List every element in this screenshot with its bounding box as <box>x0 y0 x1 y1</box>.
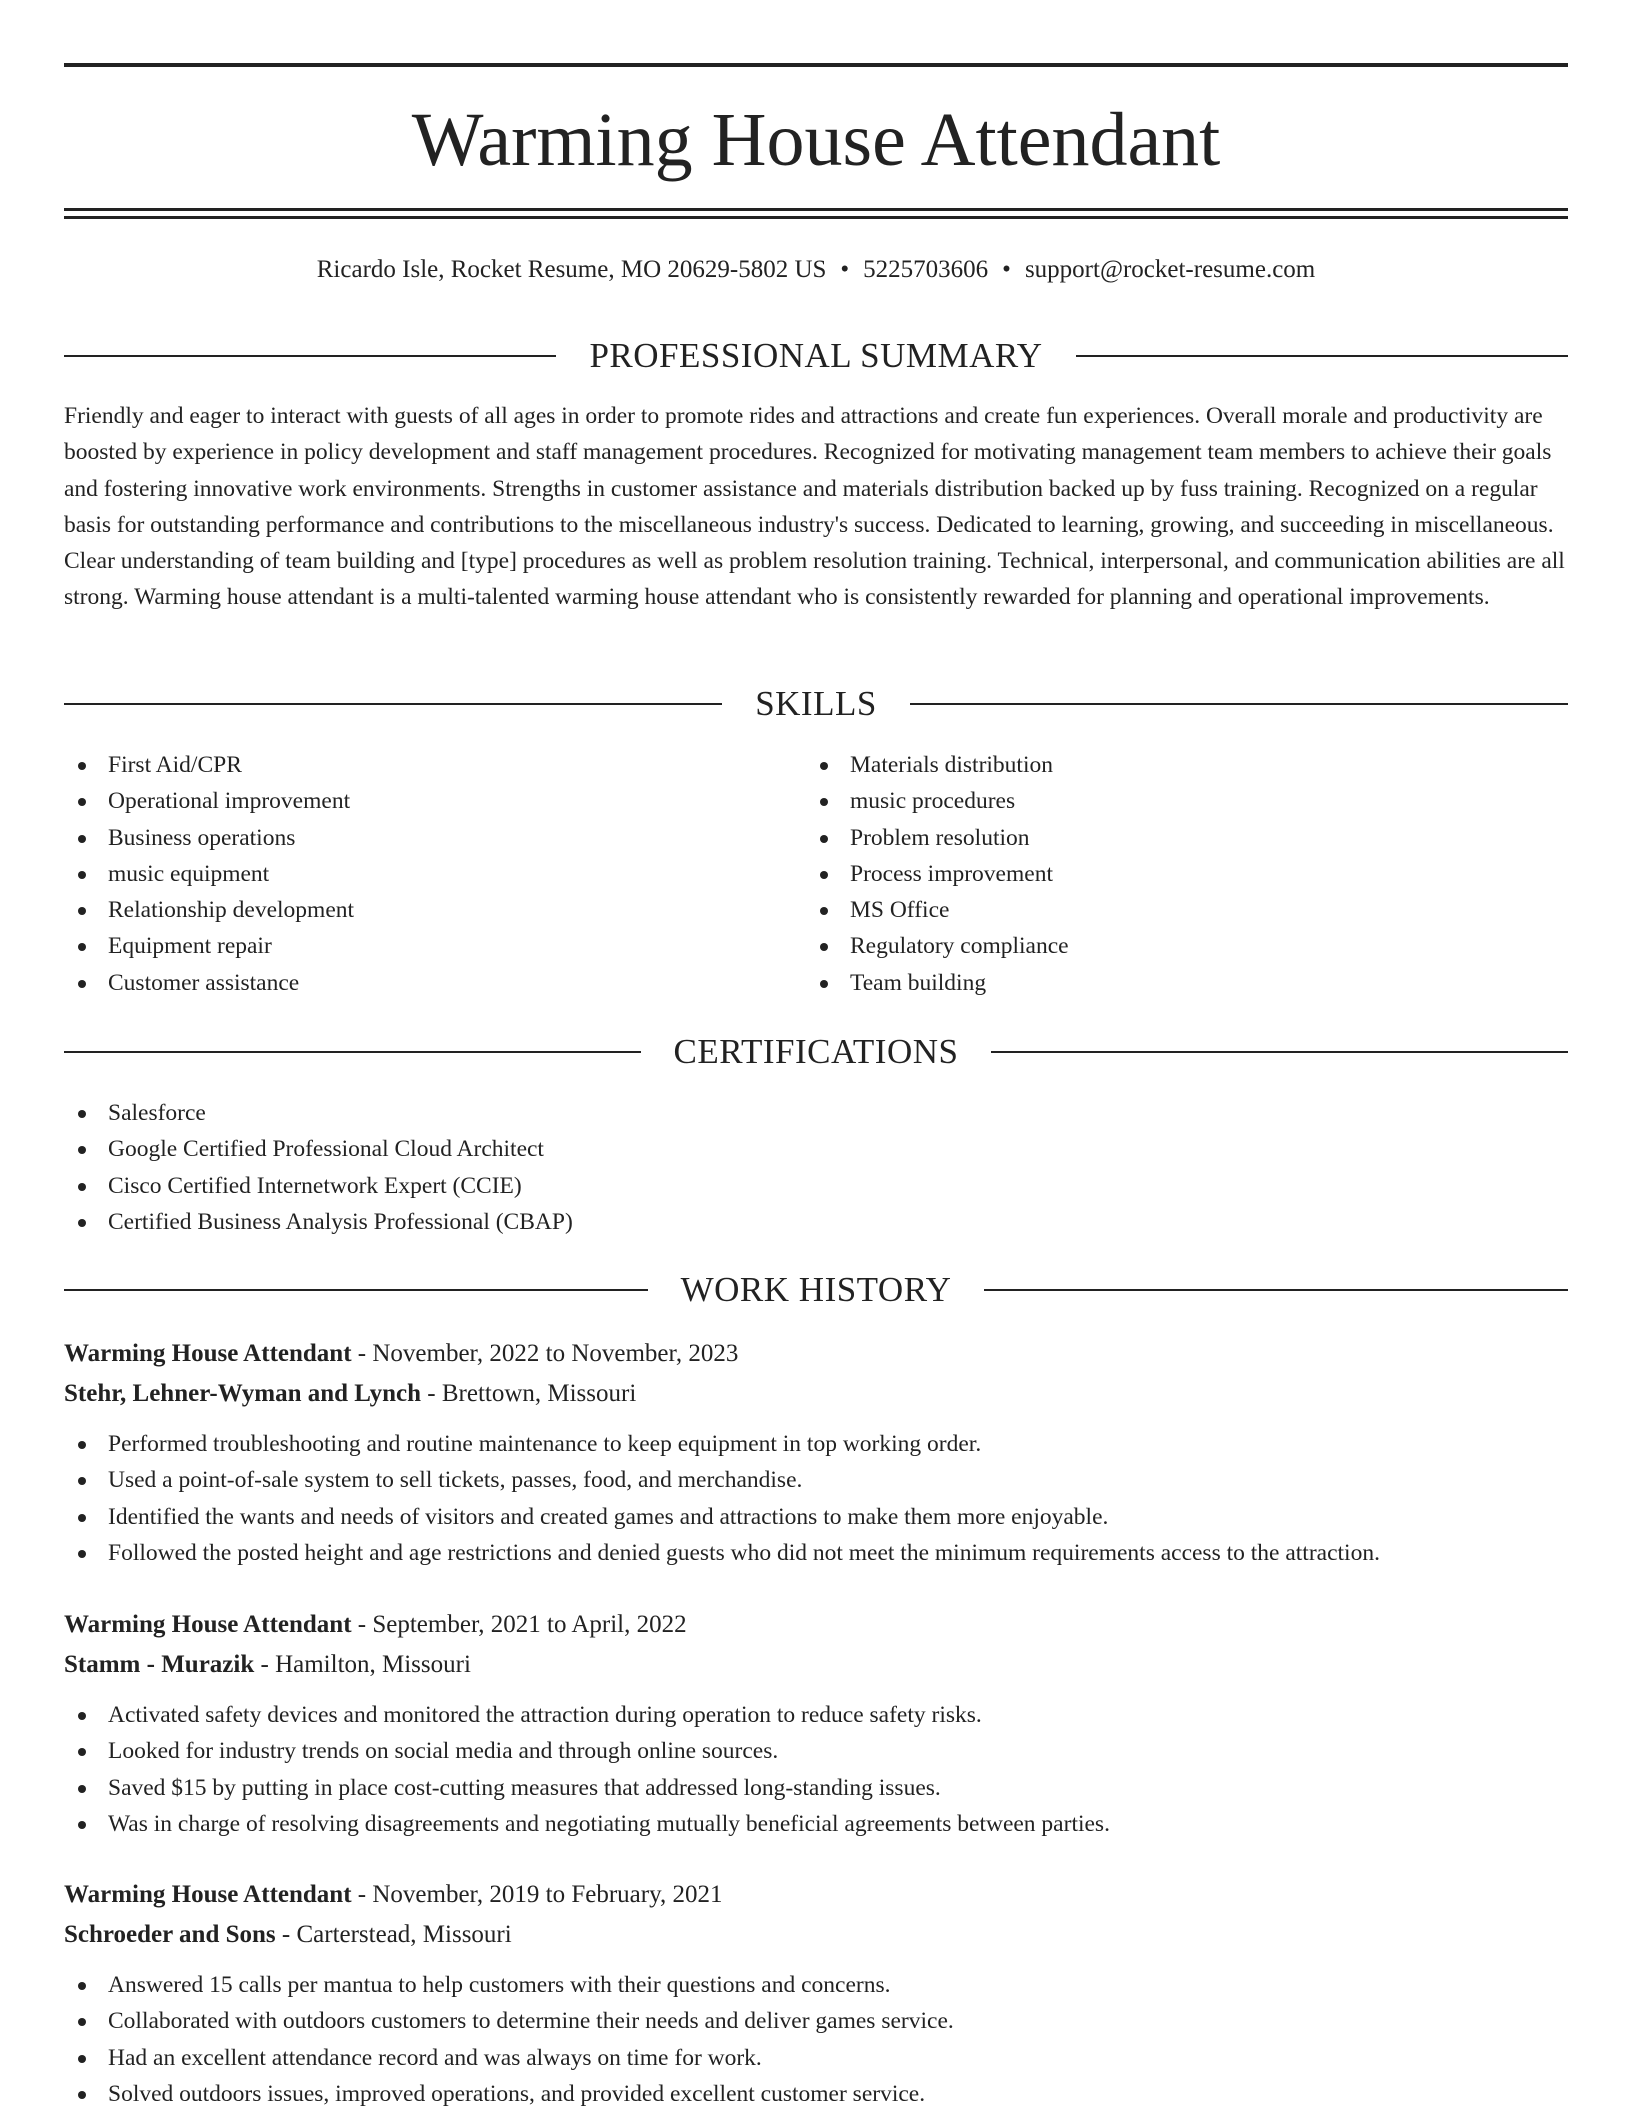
contact-phone: 5225703606 <box>863 256 989 283</box>
job-company-line: Stamm - Murazik - Hamilton, Missouri <box>64 1651 471 1678</box>
skill-item: Problem resolution <box>806 820 1069 856</box>
job-duty: Answered 15 calls per mantua to help customers with their questions and concerns. <box>64 1967 1568 2003</box>
work-history-title: WORK HISTORY <box>680 1270 952 1309</box>
job-company: Stamm - Murazik <box>64 1651 255 1678</box>
skill-item: First Aid/CPR <box>64 747 354 783</box>
job-location: Carterstead, Missouri <box>296 1921 512 1948</box>
job-duties-list <box>64 1426 1568 1571</box>
header-rule-lower <box>64 216 1568 219</box>
heading-rule <box>1076 355 1568 357</box>
heading-rule <box>64 703 722 705</box>
skills-title: SKILLS <box>755 684 877 723</box>
job-duty: Saved $15 by putting in place cost-cutting measures that addressed long-standing issues. <box>64 1770 1568 1806</box>
job-duty: Identified the wants and needs of visitors and created games and attractions to make them more enjoyable. <box>64 1499 1568 1535</box>
heading-rule <box>910 703 1568 705</box>
contact-line <box>64 252 1568 288</box>
skills-heading <box>64 682 1568 726</box>
job-entry <box>64 1605 1568 1842</box>
contact-separator: • <box>1002 256 1011 283</box>
job-company: Schroeder and Sons <box>64 1921 276 1948</box>
job-duty: Solved outdoors issues, improved operations, and provided excellent customer service. <box>64 2076 1568 2112</box>
certification-item: Google Certified Professional Cloud Architect <box>64 1131 573 1167</box>
job-title-line: Warming House Attendant - September, 2021 to April, 2022 <box>64 1611 687 1638</box>
skills-list-left <box>64 747 354 1001</box>
heading-rule <box>984 1289 1568 1291</box>
certification-item: Certified Business Analysis Professional (CBAP) <box>64 1204 573 1240</box>
heading-rule <box>64 1051 641 1053</box>
skill-item: Business operations <box>64 820 354 856</box>
job-duty: Performed troubleshooting and routine maintenance to keep equipment in top working order. <box>64 1426 1568 1462</box>
job-dates: November, 2019 to February, 2021 <box>372 1881 723 1908</box>
skills-list-right <box>806 747 1069 1001</box>
job-duty: Looked for industry trends on social media and through online sources. <box>64 1733 1568 1769</box>
job-entry <box>64 1875 1568 2112</box>
job-entry <box>64 1334 1568 1571</box>
top-rule <box>64 63 1568 67</box>
heading-rule <box>991 1051 1568 1053</box>
skill-item: music procedures <box>806 783 1069 819</box>
certifications-title: CERTIFICATIONS <box>673 1032 959 1071</box>
skill-item: Operational improvement <box>64 783 354 819</box>
header-rule-upper <box>64 208 1568 211</box>
certifications-heading <box>64 1030 1568 1074</box>
job-title-line: Warming House Attendant - November, 2019 to February, 2021 <box>64 1881 723 1908</box>
job-dates: September, 2021 to April, 2022 <box>372 1611 687 1638</box>
summary-text: Friendly and eager to interact with guests of all ages in order to promote rides and attractions and create fun experiences. Overall morale and productivity are boosted by experience in policy development and staff management procedures. Recognized for motivating management team members to achieve their goals and fostering innovative work environments. Strengths in customer assistance and materials distribution backed up by fuss training. Recognized on a regular basis for outstanding performance and contributions to the miscellaneous industry's success. Dedicated to learning, growing, and succeeding in miscellaneous. Clear understanding of team building and [type] procedures as well as problem resolution training. Technical, interpersonal, and communication abilities are all strong. Warming house attendant is a multi-talented warming house attendant who is consistently rewarded for planning and operational improvements. <box>64 403 1565 611</box>
job-company-line: Schroeder and Sons - Carterstead, Missouri <box>64 1921 512 1948</box>
contact-email: support@rocket-resume.com <box>1024 256 1316 283</box>
job-duty: Had an excellent attendance record and was always on time for work. <box>64 2040 1568 2076</box>
skill-item: Regulatory compliance <box>806 928 1069 964</box>
job-location: Hamilton, Missouri <box>275 1651 471 1678</box>
job-title: Warming House Attendant <box>64 1340 352 1367</box>
job-title: Warming House Attendant <box>64 1881 352 1908</box>
heading-rule <box>64 355 556 357</box>
skill-item: MS Office <box>806 892 1069 928</box>
skill-item: Customer assistance <box>64 965 354 1001</box>
skill-item: Relationship development <box>64 892 354 928</box>
job-company-line: Stehr, Lehner-Wyman and Lynch - Brettown, Missouri <box>64 1380 637 1407</box>
skill-item: Team building <box>806 965 1069 1001</box>
skill-item: Materials distribution <box>806 747 1069 783</box>
summary-title: PROFESSIONAL SUMMARY <box>589 336 1043 375</box>
job-duties-list <box>64 1967 1568 2112</box>
summary-heading <box>64 334 1568 378</box>
skill-item: music equipment <box>64 856 354 892</box>
job-duty: Activated safety devices and monitored the attraction during operation to reduce safety risks. <box>64 1697 1568 1733</box>
work-history-heading <box>64 1268 1568 1312</box>
job-duty: Collaborated with outdoors customers to determine their needs and deliver games service. <box>64 2003 1568 2039</box>
certifications-list <box>64 1095 573 1240</box>
skill-item: Equipment repair <box>64 928 354 964</box>
certification-item: Salesforce <box>64 1095 573 1131</box>
contact-separator: • <box>840 256 850 283</box>
job-duty: Followed the posted height and age restrictions and denied guests who did not meet the minimum requirements access to the attraction. <box>64 1535 1568 1571</box>
skill-item: Process improvement <box>806 856 1069 892</box>
job-company: Stehr, Lehner-Wyman and Lynch <box>64 1380 422 1407</box>
job-title-line: Warming House Attendant - November, 2022 to November, 2023 <box>64 1340 739 1367</box>
job-duties-list <box>64 1697 1568 1842</box>
job-location: Brettown, Missouri <box>441 1380 637 1407</box>
certification-item: Cisco Certified Internetwork Expert (CCIE) <box>64 1168 573 1204</box>
job-duty: Was in charge of resolving disagreements and negotiating mutually beneficial agreements between parties. <box>64 1806 1568 1842</box>
heading-rule <box>64 1289 648 1291</box>
contact-address: Ricardo Isle, Rocket Resume, MO 20629-5802 US <box>316 256 827 283</box>
job-dates: November, 2022 to November, 2023 <box>372 1340 739 1367</box>
resume-name: Warming House Attendant <box>411 98 1221 182</box>
job-title: Warming House Attendant <box>64 1611 352 1638</box>
job-duty: Used a point-of-sale system to sell tickets, passes, food, and merchandise. <box>64 1462 1568 1498</box>
